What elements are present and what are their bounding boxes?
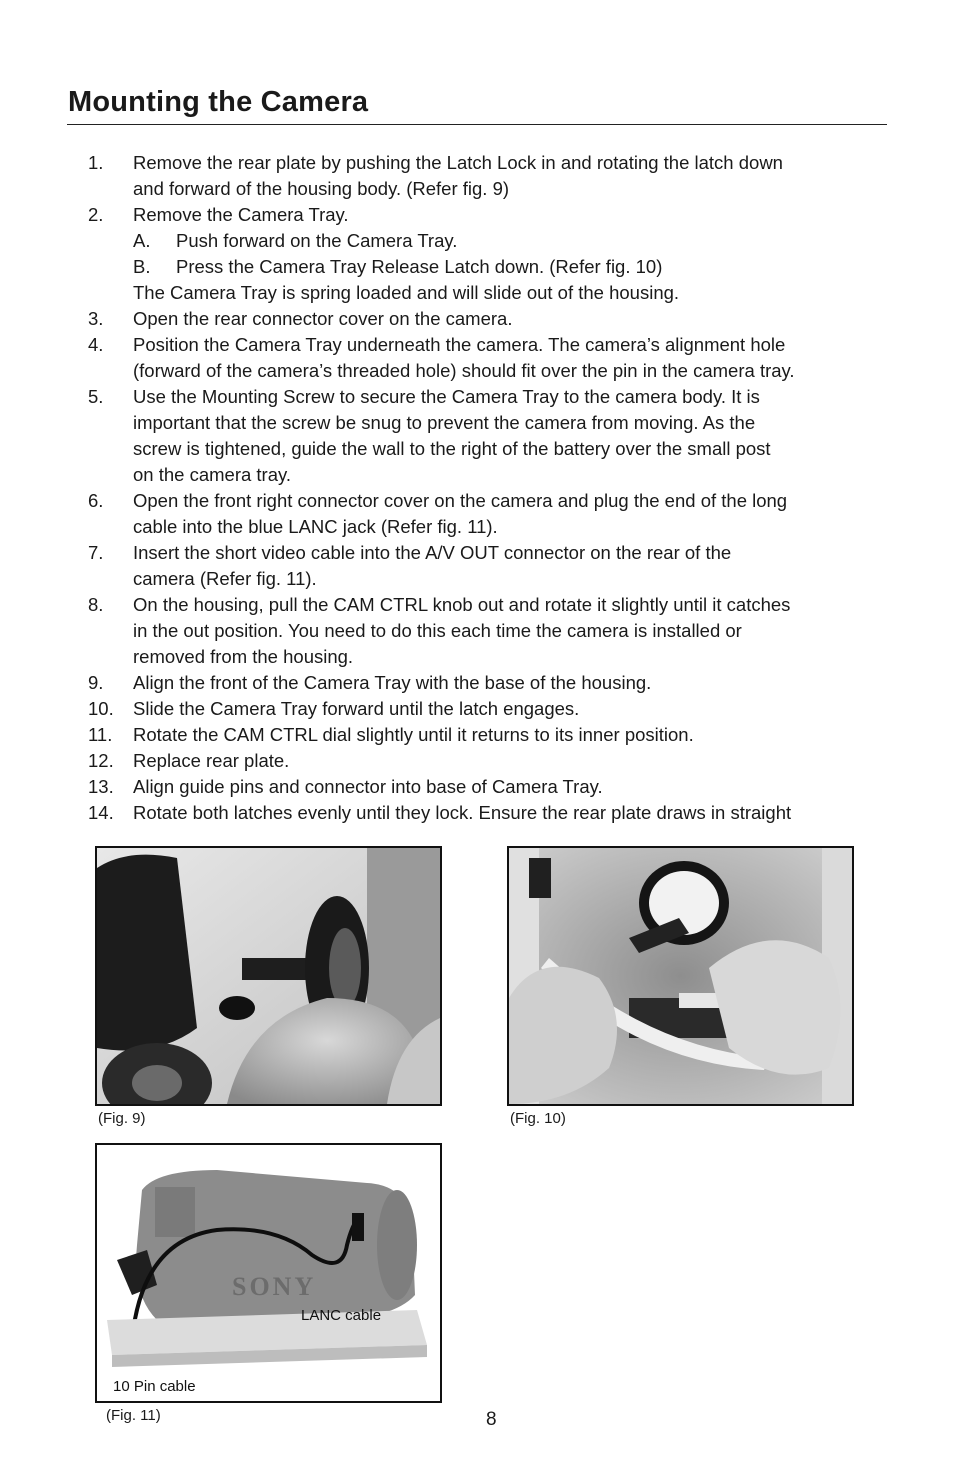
fig11-photo	[95, 1143, 442, 1403]
step-text: Position the Camera Tray underneath the camera. The camera’s alignment hole	[133, 334, 786, 355]
steps-list	[88, 150, 878, 826]
step-note: The Camera Tray is spring loaded and will slide out of the housing.	[133, 282, 680, 303]
fig10-photo	[507, 846, 854, 1106]
substep-letter: B.	[133, 256, 151, 277]
fig11-brand-text: SONY	[232, 1272, 317, 1301]
step-number: 14.	[88, 802, 114, 823]
step-number: 1.	[88, 152, 104, 173]
step-text: screw is tightened, guide the wall to the right of the battery over the small post	[133, 438, 771, 459]
step-text: Open the rear connector cover on the camera.	[133, 308, 513, 329]
step-number: 6.	[88, 490, 104, 511]
list-item	[88, 774, 878, 800]
step-text: Slide the Camera Tray forward until the latch engages.	[133, 698, 580, 719]
list-item	[88, 488, 878, 540]
step-number: 4.	[88, 334, 104, 355]
list-item	[88, 540, 878, 592]
step-text: cable into the blue LANC jack (Refer fig. 11).	[133, 516, 498, 537]
step-text: Use the Mounting Screw to secure the Camera Tray to the camera body. It is	[133, 386, 760, 407]
list-item	[88, 748, 878, 774]
step-text: Replace rear plate.	[133, 750, 290, 771]
page-title: Mounting the Camera	[68, 86, 369, 118]
list-item	[88, 150, 878, 202]
step-number: 9.	[88, 672, 104, 693]
fig10-caption: (Fig. 10)	[510, 1110, 566, 1127]
title-divider	[67, 124, 887, 125]
fig9-photo	[95, 846, 442, 1106]
step-text: (forward of the camera’s threaded hole) should fit over the pin in the camera tray.	[133, 360, 795, 381]
step-number: 8.	[88, 594, 104, 615]
page-number: 8	[486, 1409, 497, 1430]
substep-text: Press the Camera Tray Release Latch down. (Refer fig. 10)	[176, 256, 663, 277]
lanc-cable-label: LANC cable	[301, 1307, 382, 1324]
list-item	[88, 800, 878, 826]
step-number: 2.	[88, 204, 104, 225]
step-text: Insert the short video cable into the A/V OUT connector on the rear of the	[133, 542, 732, 563]
list-item	[88, 670, 878, 696]
fig9-caption: (Fig. 9)	[98, 1110, 146, 1127]
ten-pin-cable-label: 10 Pin cable	[113, 1378, 196, 1395]
step-number: 3.	[88, 308, 104, 329]
step-text: Open the front right connector cover on the camera and plug the end of the long	[133, 490, 788, 511]
list-item	[88, 722, 878, 748]
list-item	[88, 384, 878, 488]
fig11-caption: (Fig. 11)	[106, 1407, 161, 1424]
substep-item	[88, 254, 878, 280]
step-number: 13.	[88, 776, 114, 797]
step-number: 10.	[88, 698, 114, 719]
step-text: important that the screw be snug to prevent the camera from moving. As the	[133, 412, 756, 433]
step-text: Rotate both latches evenly until they lock. Ensure the rear plate draws in straight	[133, 802, 792, 823]
step-number: 5.	[88, 386, 104, 407]
step-text: On the housing, pull the CAM CTRL knob out and rotate it slightly until it catches	[133, 594, 791, 615]
step-text: camera (Refer fig. 11).	[133, 568, 317, 589]
step-text: Align the front of the Camera Tray with the base of the housing.	[133, 672, 652, 693]
step-text: Align guide pins and connector into base of Camera Tray.	[133, 776, 603, 797]
step-text: removed from the housing.	[133, 646, 354, 667]
step-text: on the camera tray.	[133, 464, 292, 485]
substep-text: Push forward on the Camera Tray.	[176, 230, 458, 251]
list-item	[88, 592, 878, 670]
step-number: 12.	[88, 750, 114, 771]
list-item	[88, 696, 878, 722]
step-text: and forward of the housing body. (Refer fig. 9)	[133, 178, 510, 199]
step-number: 7.	[88, 542, 104, 563]
substep-letter: A.	[133, 230, 151, 251]
substep-item	[88, 228, 878, 254]
step-text: Rotate the CAM CTRL dial slightly until it returns to its inner position.	[133, 724, 694, 745]
step-text: Remove the Camera Tray.	[133, 204, 349, 225]
list-item	[88, 306, 878, 332]
step-text: Remove the rear plate by pushing the Latch Lock in and rotating the latch down	[133, 152, 783, 173]
step-text: in the out position. You need to do this each time the camera is installed or	[133, 620, 742, 641]
list-item	[88, 332, 878, 384]
list-item	[88, 202, 878, 228]
step-number: 11.	[88, 724, 113, 745]
